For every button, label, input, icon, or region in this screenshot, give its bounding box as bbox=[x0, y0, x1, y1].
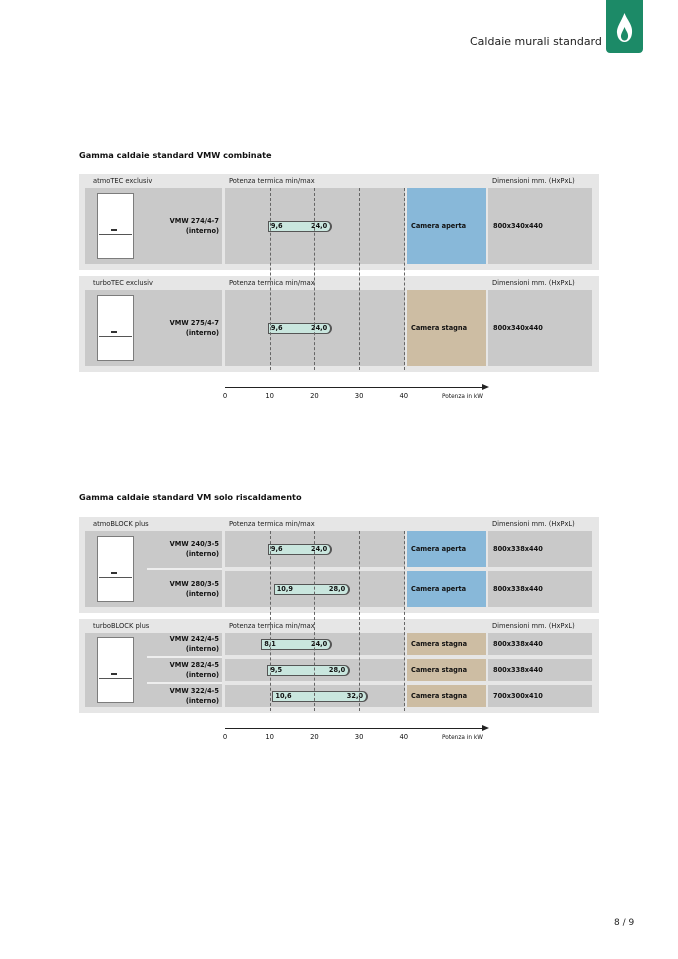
boiler-image bbox=[97, 295, 134, 361]
flame-icon bbox=[606, 0, 643, 53]
group-name: atmoBLOCK plus bbox=[93, 520, 149, 528]
model-variant: (interno) bbox=[185, 329, 219, 337]
chamber-type: Camera aperta bbox=[407, 188, 486, 264]
boiler-badge bbox=[111, 673, 117, 675]
model-variant: (interno) bbox=[185, 671, 219, 679]
group-name: turboTEC exclusiv bbox=[93, 279, 153, 287]
chart-title: Gamma caldaie standard VM solo riscaldamento bbox=[79, 492, 302, 502]
dimensions-value: 700x300x410 bbox=[488, 685, 592, 707]
chamber-type: Camera stagna bbox=[407, 633, 486, 655]
row-separator bbox=[147, 656, 222, 658]
chart-title: Gamma caldaie standard VMW combinate bbox=[79, 150, 272, 160]
power-min-label: 10,9 bbox=[276, 585, 293, 593]
page-header-title: Caldaie murali standard bbox=[470, 35, 602, 48]
brand-logo bbox=[606, 0, 643, 53]
model-name: VMW 282/4-5 bbox=[169, 661, 219, 669]
dimensions-value: 800x338x440 bbox=[488, 571, 592, 607]
power-max-label: 28,0 bbox=[328, 666, 346, 674]
gridline bbox=[314, 188, 315, 370]
x-tick-label: 40 bbox=[399, 733, 409, 741]
boiler-image-detail bbox=[99, 336, 132, 337]
power-max-label: 32,0 bbox=[346, 692, 364, 700]
model-variant: (interno) bbox=[185, 645, 219, 653]
power-min-label: 9,6 bbox=[270, 222, 283, 230]
column-header-potenza: Potenza termica min/max bbox=[229, 520, 315, 528]
boiler-badge bbox=[111, 572, 117, 574]
x-tick-label: 30 bbox=[354, 392, 364, 400]
boiler-image bbox=[97, 193, 134, 259]
gridline bbox=[404, 188, 405, 370]
boiler-image-detail bbox=[99, 678, 132, 679]
boiler-badge bbox=[111, 229, 117, 231]
x-axis-unit: Potenza in kW bbox=[442, 394, 484, 400]
model-variant: (interno) bbox=[185, 227, 219, 235]
x-axis-arrow bbox=[482, 384, 489, 390]
gridline bbox=[404, 531, 405, 711]
power-min-label: 9,6 bbox=[270, 324, 283, 332]
power-max-label: 24,0 bbox=[311, 222, 328, 230]
boiler-image-detail bbox=[99, 577, 132, 578]
dimensions-value: 800x338x440 bbox=[488, 633, 592, 655]
model-variant: (interno) bbox=[185, 697, 219, 705]
power-max-label: 24,0 bbox=[311, 545, 328, 553]
chamber-type: Camera stagna bbox=[407, 290, 486, 366]
power-min-label: 9,6 bbox=[270, 545, 283, 553]
gridline bbox=[359, 188, 360, 370]
group-name: turboBLOCK plus bbox=[93, 622, 150, 630]
power-max-label: 24,0 bbox=[311, 640, 328, 648]
x-tick-label: 10 bbox=[265, 733, 275, 741]
power-min-label: 8,1 bbox=[264, 640, 276, 648]
model-name: VMW 280/3-5 bbox=[169, 580, 219, 588]
model-name: VMW 275/4-7 bbox=[169, 319, 219, 327]
x-axis-line bbox=[225, 387, 484, 388]
x-tick-label: 20 bbox=[310, 392, 319, 400]
boiler-image-detail bbox=[99, 234, 132, 235]
power-max-label: 28,0 bbox=[328, 585, 346, 593]
gridline bbox=[359, 531, 360, 711]
gridline bbox=[270, 188, 271, 370]
power-min-label: 9,5 bbox=[270, 666, 283, 674]
chamber-type: Camera aperta bbox=[407, 571, 486, 607]
column-header-potenza: Potenza termica min/max bbox=[229, 622, 315, 630]
boiler-image bbox=[97, 637, 134, 703]
chamber-type: Camera aperta bbox=[407, 531, 486, 567]
row-separator bbox=[147, 568, 222, 570]
column-header-potenza: Potenza termica min/max bbox=[229, 279, 315, 287]
x-tick-label: 40 bbox=[399, 392, 409, 400]
x-axis-unit: Potenza in kW bbox=[442, 735, 484, 741]
column-header-dimensioni: Dimensioni mm. (HxPxL) bbox=[492, 177, 575, 185]
x-tick-label: 10 bbox=[265, 392, 275, 400]
model-name: VMW 322/4-5 bbox=[169, 687, 219, 695]
x-axis-line bbox=[225, 728, 484, 729]
boiler-badge bbox=[111, 331, 117, 333]
dimensions-value: 800x340x440 bbox=[488, 290, 592, 366]
column-header-dimensioni: Dimensioni mm. (HxPxL) bbox=[492, 520, 575, 528]
x-tick-label: 0 bbox=[222, 392, 228, 400]
page-number: 8 / 9 bbox=[614, 918, 635, 928]
boiler-image bbox=[97, 536, 134, 602]
column-header-dimensioni: Dimensioni mm. (HxPxL) bbox=[492, 279, 575, 287]
x-tick-label: 30 bbox=[354, 733, 364, 741]
gridline bbox=[270, 531, 271, 711]
group-name: atmoTEC exclusiv bbox=[93, 177, 153, 185]
model-variant: (interno) bbox=[185, 590, 219, 598]
x-axis-arrow bbox=[482, 725, 489, 731]
model-variant: (interno) bbox=[185, 550, 219, 558]
dimensions-value: 800x340x440 bbox=[488, 188, 592, 264]
chamber-type: Camera stagna bbox=[407, 659, 486, 681]
gridline bbox=[314, 531, 315, 711]
column-header-potenza: Potenza termica min/max bbox=[229, 177, 315, 185]
model-name: VMW 274/4-7 bbox=[169, 217, 219, 225]
model-name: VMW 242/4-5 bbox=[169, 635, 219, 643]
column-header-dimensioni: Dimensioni mm. (HxPxL) bbox=[492, 622, 575, 630]
power-max-label: 24,0 bbox=[311, 324, 328, 332]
x-tick-label: 0 bbox=[222, 733, 228, 741]
power-min-label: 10,6 bbox=[275, 692, 292, 700]
model-name: VMW 240/3-5 bbox=[169, 540, 219, 548]
x-tick-label: 20 bbox=[310, 733, 319, 741]
row-separator bbox=[147, 682, 222, 684]
chamber-type: Camera stagna bbox=[407, 685, 486, 707]
dimensions-value: 800x338x440 bbox=[488, 659, 592, 681]
dimensions-value: 800x338x440 bbox=[488, 531, 592, 567]
